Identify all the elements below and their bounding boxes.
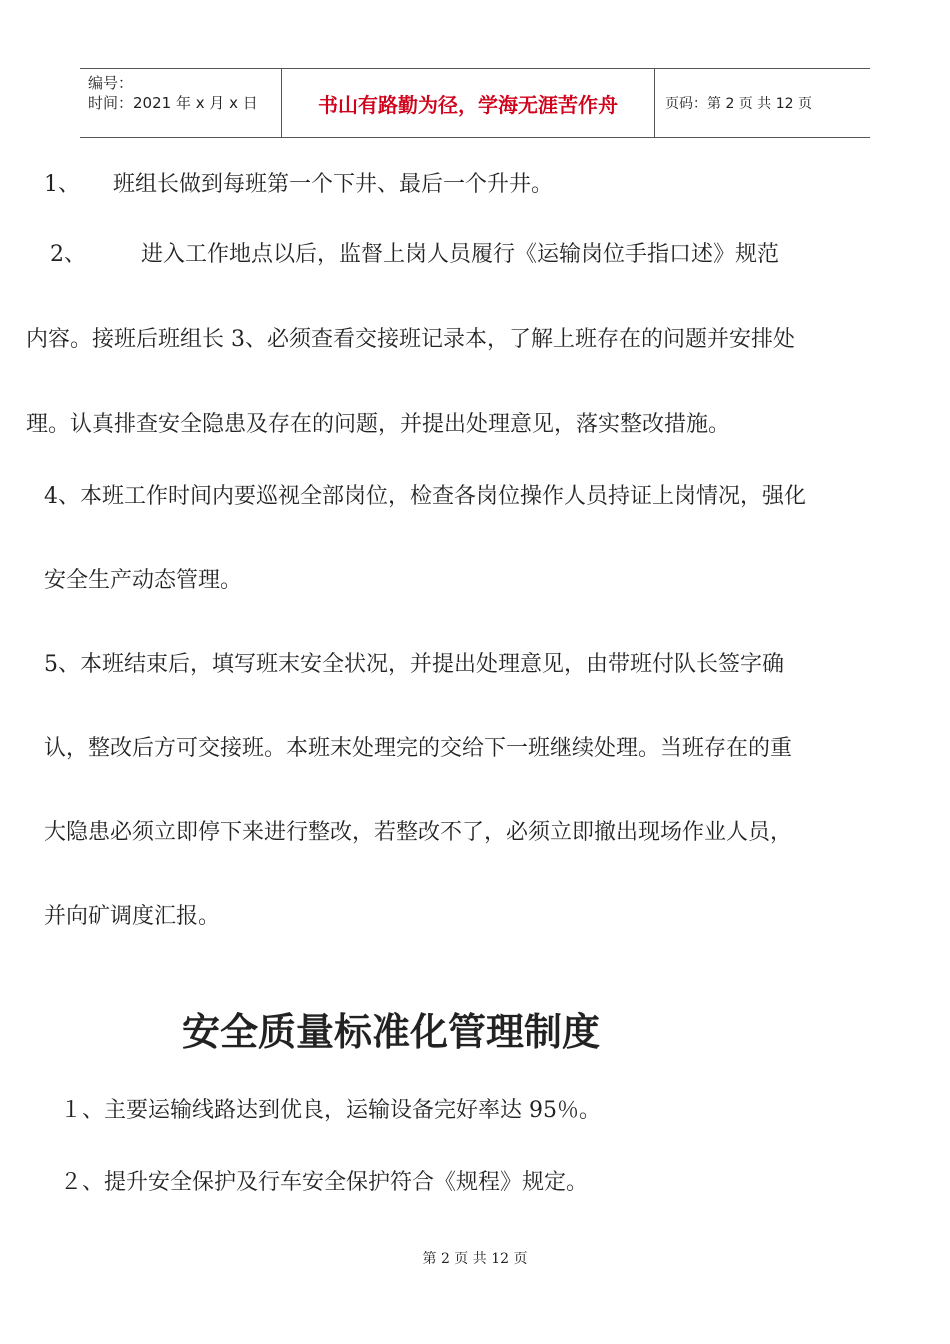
page-footer: 第 2 页 共 12 页	[422, 1251, 528, 1267]
header-meta	[80, 69, 282, 137]
section-line-1: １、主要运输线路达到优良，运输设备完好率达 95％。	[60, 1098, 601, 1123]
header-page-info: 页码：第 2 页 共 12 页	[665, 96, 812, 112]
section-line-2: ２、提升安全保护及行车安全保护符合《规程》规定。	[60, 1170, 589, 1195]
header-motto: 书山有路勤为径，学海无涯苦作舟	[282, 69, 655, 137]
page-header	[80, 68, 870, 138]
doc-number-label: 编号：	[88, 74, 134, 92]
body-line-10: 并向矿调度汇报。	[44, 904, 221, 929]
doc-time-label: 时间：2021 年 x 月 x 日	[88, 94, 258, 112]
section-title: 安全质量标准化管理制度	[182, 1009, 601, 1054]
body-line-6: 安全生产动态管理。	[44, 568, 243, 593]
body-line-9: 大隐患必须立即停下来进行整改，若整改不了，必须立即撤出现场作业人员，	[44, 820, 793, 845]
body-line-7: 5、本班结束后，填写班末安全状况，并提出处理意见，由带班付队长签字确	[44, 652, 784, 677]
body-line-1: 1、 班组长做到每班第一个下井、最后一个升井。	[44, 172, 553, 197]
body-line-2: 2、 进入工作地点以后，监督上岗人员履行《运输岗位手指口述》规范	[50, 242, 779, 267]
body-line-3: 内容。接班后班组长 3、必须查看交接班记录本，了解上班存在的问题并安排处	[26, 327, 795, 352]
body-line-8: 认，整改后方可交接班。本班末处理完的交给下一班继续处理。当班存在的重	[44, 736, 793, 761]
body-line-5: 4、本班工作时间内要巡视全部岗位，检查各岗位操作人员持证上岗情况，强化	[44, 484, 806, 509]
body-line-4: 理。认真排查安全隐患及存在的问题，并提出处理意见，落实整改措施。	[26, 412, 731, 437]
